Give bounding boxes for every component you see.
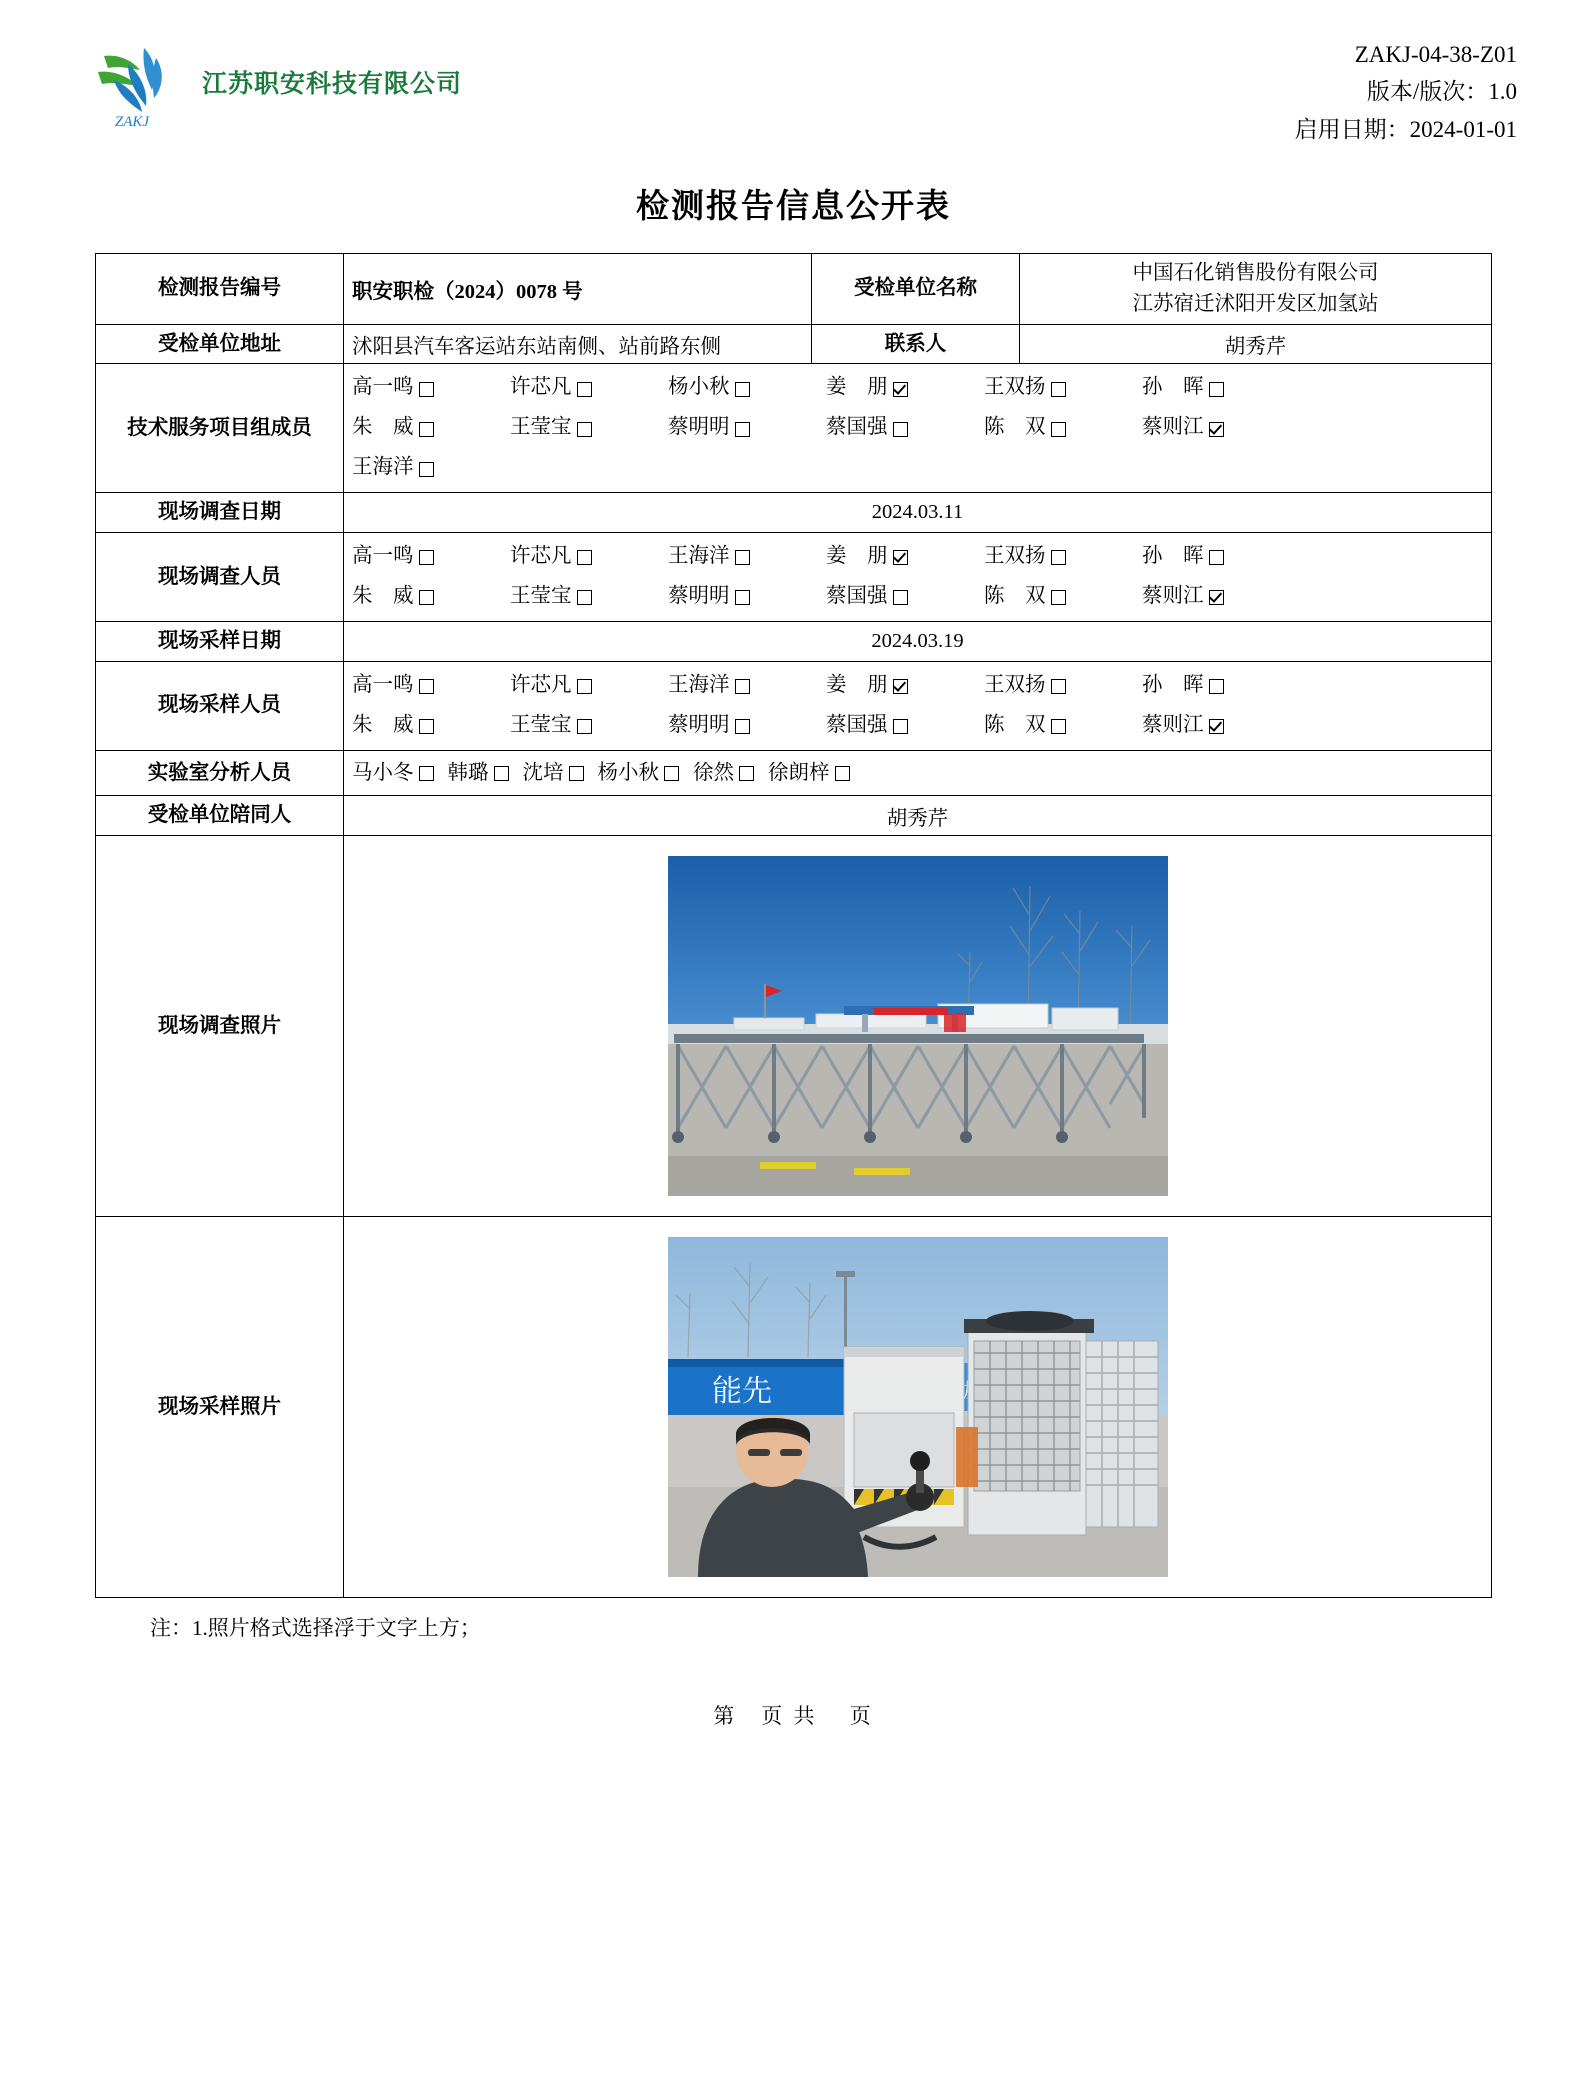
footer-note: 注：1.照片格式选择浮于文字上方； [150,1616,481,1641]
person-name: 韩璐 [447,761,489,784]
table-row [96,532,1492,621]
person-checkbox-item[interactable] [352,706,510,746]
person-name: 蔡则江 [1142,713,1204,736]
survey-photo-image [668,856,1168,1196]
checkbox-icon[interactable] [893,422,908,437]
doc-code: ZAKJ-04-38-Z01 [1354,42,1517,67]
client-name-value [1020,254,1492,325]
person-name: 王双扬 [984,673,1046,696]
header-right [1295,34,1525,148]
person-name: 王莹宝 [510,713,572,736]
person-name: 孙 晖 [1142,673,1204,696]
team-members-cell [344,364,1492,493]
person-checkbox-item[interactable] [448,755,509,792]
person-checkbox-item[interactable] [352,408,510,448]
checkbox-icon[interactable] [1051,590,1066,605]
checkbox-icon[interactable] [569,766,584,781]
person-name: 沈培 [522,761,564,784]
lab-people-list [352,755,1483,792]
checkbox-icon[interactable] [1051,550,1066,565]
checkbox-icon[interactable] [577,590,592,605]
person-name: 王双扬 [984,544,1046,567]
person-name: 蔡明明 [668,713,730,736]
client-name-line1: 中国石化销售股份有限公司 [1132,262,1379,284]
team-members-list [352,368,1483,488]
table-row [96,1217,1492,1598]
person-name: 许芯凡 [510,673,572,696]
client-name-label: 受检单位名称 [812,254,1020,325]
accompany-value: 胡秀芹 [344,796,1492,836]
person-checkbox-item[interactable] [826,537,984,577]
lab-people-label: 实验室分析人员 [96,750,344,796]
checkbox-icon[interactable] [419,422,434,437]
person-name: 陈 双 [984,713,1046,736]
client-name-line2: 江苏宿迁沭阳开发区加氢站 [1132,292,1379,315]
person-row [352,368,1483,408]
checkbox-icon[interactable] [419,382,434,397]
doc-effective-date: 启用日期：2024-01-01 [1294,116,1517,142]
person-name: 蔡国强 [826,713,888,736]
person-checkbox-item[interactable] [352,448,510,488]
person-checkbox-item[interactable] [352,368,510,408]
person-checkbox-item[interactable] [984,666,1142,706]
person-checkbox-item[interactable] [826,577,984,617]
survey-people-list [352,537,1483,617]
person-name: 蔡国强 [826,416,888,439]
checkbox-icon[interactable] [419,550,434,565]
table-row [96,254,1492,325]
person-checkbox-item[interactable] [826,666,984,706]
person-checkbox-item[interactable] [984,577,1142,617]
client-addr-label: 受检单位地址 [96,324,344,364]
person-name: 许芯凡 [510,544,572,567]
person-checkbox-item[interactable] [668,537,826,577]
person-checkbox-item[interactable] [668,577,826,617]
table-row [96,836,1492,1217]
person-checkbox-item[interactable] [352,666,510,706]
person-name: 王双扬 [984,376,1046,399]
checkbox-checked-icon[interactable] [893,550,908,565]
person-checkbox-item[interactable] [826,368,984,408]
accompany-label: 受检单位陪同人 [96,796,344,836]
page-title: 检测报告信息公开表 [636,189,951,225]
person-checkbox-item[interactable] [510,706,668,746]
person-name: 蔡国强 [826,584,888,607]
report-no-label: 检测报告编号 [96,254,344,325]
person-name: 徐朗梓 [768,761,830,784]
report-no-value: 职安职检（2024）0078 号 [344,254,812,325]
table-row [96,621,1492,661]
sampling-date-label: 现场采样日期 [96,621,344,661]
person-name: 许芯凡 [510,376,572,399]
person-name: 陈 双 [984,416,1046,439]
sampling-photo-image [668,1237,1168,1577]
person-checkbox-item[interactable] [1142,666,1282,706]
person-checkbox-item[interactable] [693,755,754,792]
checkbox-icon[interactable] [835,766,850,781]
checkbox-checked-icon[interactable] [1209,590,1224,605]
person-checkbox-item[interactable] [768,755,850,792]
checkbox-icon[interactable] [735,590,750,605]
contact-label: 联系人 [812,324,1020,364]
checkbox-checked-icon[interactable] [1209,719,1224,734]
survey-photo [352,840,1483,1212]
checkbox-icon[interactable] [419,719,434,734]
checkbox-icon[interactable] [577,382,592,397]
person-name: 孙 晖 [1142,376,1204,399]
person-name: 蔡明明 [668,416,730,439]
sampling-photo-cell [344,1217,1492,1598]
person-name: 王海洋 [668,673,730,696]
person-name: 朱 威 [352,713,414,736]
checkbox-icon[interactable] [735,382,750,397]
person-checkbox-item[interactable] [352,537,510,577]
person-checkbox-item[interactable] [826,408,984,448]
person-name: 高一鸣 [352,376,414,399]
person-checkbox-item[interactable] [1142,577,1282,617]
person-name: 朱 威 [352,584,414,607]
person-name: 王莹宝 [510,416,572,439]
person-checkbox-item[interactable] [1142,368,1282,408]
survey-people-label: 现场调查人员 [96,532,344,621]
person-name: 蔡则江 [1142,416,1204,439]
checkbox-checked-icon[interactable] [893,382,908,397]
person-checkbox-item[interactable] [1142,408,1282,448]
checkbox-icon[interactable] [893,719,908,734]
checkbox-icon[interactable] [1051,382,1066,397]
checkbox-icon[interactable] [1209,382,1224,397]
report-info-table [95,253,1492,1598]
checkbox-icon[interactable] [1209,679,1224,694]
person-name: 高一鸣 [352,673,414,696]
person-checkbox-item[interactable] [352,577,510,617]
person-row [352,537,1483,577]
checkbox-icon[interactable] [893,590,908,605]
person-checkbox-item[interactable] [668,408,826,448]
person-name: 姜 朋 [826,673,888,696]
checkbox-icon[interactable] [419,679,434,694]
svg-text:能先: 能先 [711,1375,772,1409]
page-number: 第 页 共 页 [713,1704,874,1729]
checkbox-icon[interactable] [739,766,754,781]
person-checkbox-item[interactable] [668,706,826,746]
checkbox-icon[interactable] [577,719,592,734]
checkbox-icon[interactable] [735,719,750,734]
person-name: 马小冬 [352,761,414,784]
table-row [96,493,1492,533]
checkbox-icon[interactable] [1051,422,1066,437]
person-checkbox-item[interactable] [510,537,668,577]
team-label: 技术服务项目组成员 [96,364,344,493]
person-name: 蔡明明 [668,584,730,607]
lab-people-cell [344,750,1492,796]
checkbox-icon[interactable] [577,550,592,565]
person-checkbox-item[interactable] [510,408,668,448]
person-checkbox-item[interactable] [668,368,826,408]
table-row [96,796,1492,836]
checkbox-icon[interactable] [419,462,434,477]
contact-value: 胡秀芹 [1020,324,1492,364]
person-row [352,448,1483,488]
person-row [352,666,1483,706]
person-checkbox-item[interactable] [668,666,826,706]
company-logo-icon [84,34,180,130]
checkbox-icon[interactable] [1051,679,1066,694]
person-name: 高一鸣 [352,544,414,567]
doc-version: 版本/版次：1.0 [1366,79,1517,105]
checkbox-icon[interactable] [735,422,750,437]
person-name: 蔡则江 [1142,584,1204,607]
survey-date-value: 2024.03.11 [344,493,1492,533]
checkbox-icon[interactable] [419,766,434,781]
person-checkbox-item[interactable] [510,577,668,617]
checkbox-icon[interactable] [577,422,592,437]
person-checkbox-item[interactable] [1142,706,1282,746]
person-name: 朱 威 [352,416,414,439]
person-checkbox-item[interactable] [984,537,1142,577]
table-row [96,750,1492,796]
checkbox-icon[interactable] [1051,719,1066,734]
person-name: 王海洋 [668,544,730,567]
company-name: 江苏职安科技有限公司 [202,71,463,98]
checkbox-icon[interactable] [494,766,509,781]
person-checkbox-item[interactable] [826,706,984,746]
person-row [352,706,1483,746]
header-left [62,34,462,130]
survey-people-cell [344,532,1492,621]
person-name: 徐然 [693,761,734,784]
person-name: 姜 朋 [826,376,888,399]
checkbox-icon[interactable] [664,766,679,781]
sampling-photo [352,1221,1483,1593]
client-addr-value: 沭阳县汽车客运站东站南侧、站前路东侧 [344,324,812,364]
person-name: 陈 双 [984,584,1046,607]
person-checkbox-item[interactable] [510,666,668,706]
person-name: 王莹宝 [510,584,572,607]
person-checkbox-item[interactable] [523,755,584,792]
sampling-people-label: 现场采样人员 [96,661,344,750]
person-checkbox-item[interactable] [984,408,1142,448]
checkbox-icon[interactable] [735,550,750,565]
checkbox-icon[interactable] [577,679,592,694]
person-name: 杨小秋 [668,376,730,399]
person-row [352,577,1483,617]
sampling-people-list [352,666,1483,746]
survey-photo-cell [344,836,1492,1217]
svg-text:ZAKJ: ZAKJ [114,114,150,130]
checkbox-checked-icon[interactable] [1209,422,1224,437]
sampling-people-cell [344,661,1492,750]
person-checkbox-item[interactable] [984,706,1142,746]
document-header [62,34,1525,154]
person-checkbox-item[interactable] [984,368,1142,408]
person-row [352,408,1483,448]
person-name: 孙 晖 [1142,544,1204,567]
checkbox-icon[interactable] [735,679,750,694]
checkbox-icon[interactable] [419,590,434,605]
table-row [96,661,1492,750]
person-checkbox-item[interactable] [352,755,434,792]
person-name: 王海洋 [352,456,414,479]
sampling-date-value: 2024.03.19 [344,621,1492,661]
person-checkbox-item[interactable] [510,368,668,408]
survey-photo-label: 现场调查照片 [96,836,344,1217]
person-checkbox-item[interactable] [598,755,680,792]
person-name: 姜 朋 [826,544,888,567]
checkbox-checked-icon[interactable] [893,679,908,694]
table-row [96,364,1492,493]
person-checkbox-item[interactable] [1142,537,1282,577]
person-name: 杨小秋 [597,761,659,784]
sampling-photo-label: 现场采样照片 [96,1217,344,1598]
table-row [96,324,1492,364]
checkbox-icon[interactable] [1209,550,1224,565]
survey-date-label: 现场调查日期 [96,493,344,533]
